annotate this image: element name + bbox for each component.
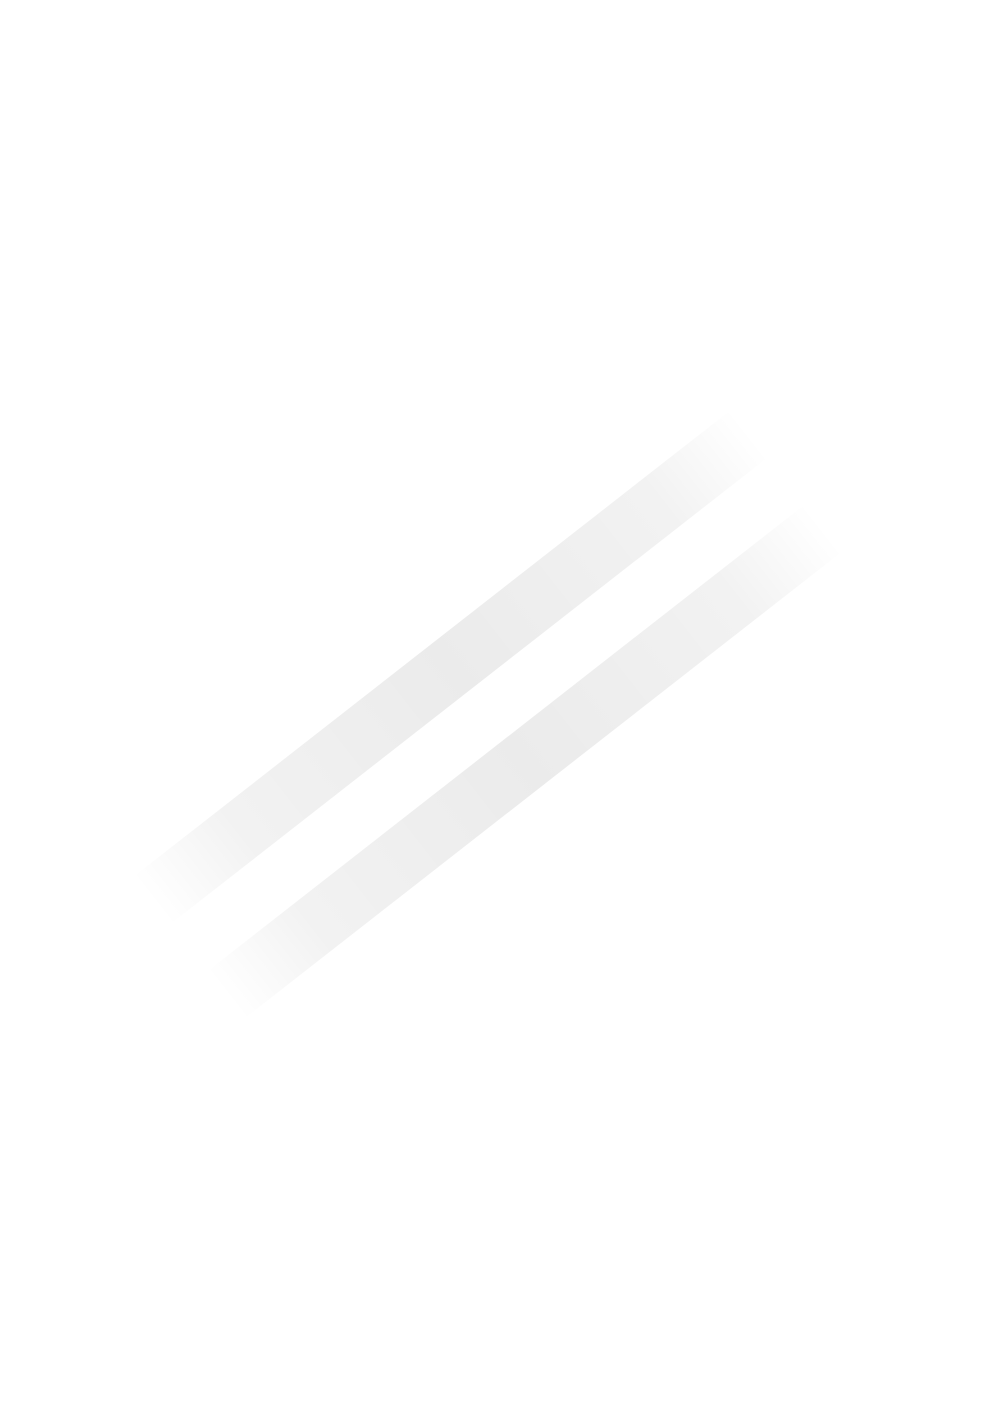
document-page bbox=[150, 118, 844, 246]
watermark-line bbox=[205, 502, 804, 970]
watermark-line bbox=[132, 408, 731, 876]
watermark bbox=[40, 291, 959, 1169]
chapter-heading bbox=[150, 158, 844, 208]
